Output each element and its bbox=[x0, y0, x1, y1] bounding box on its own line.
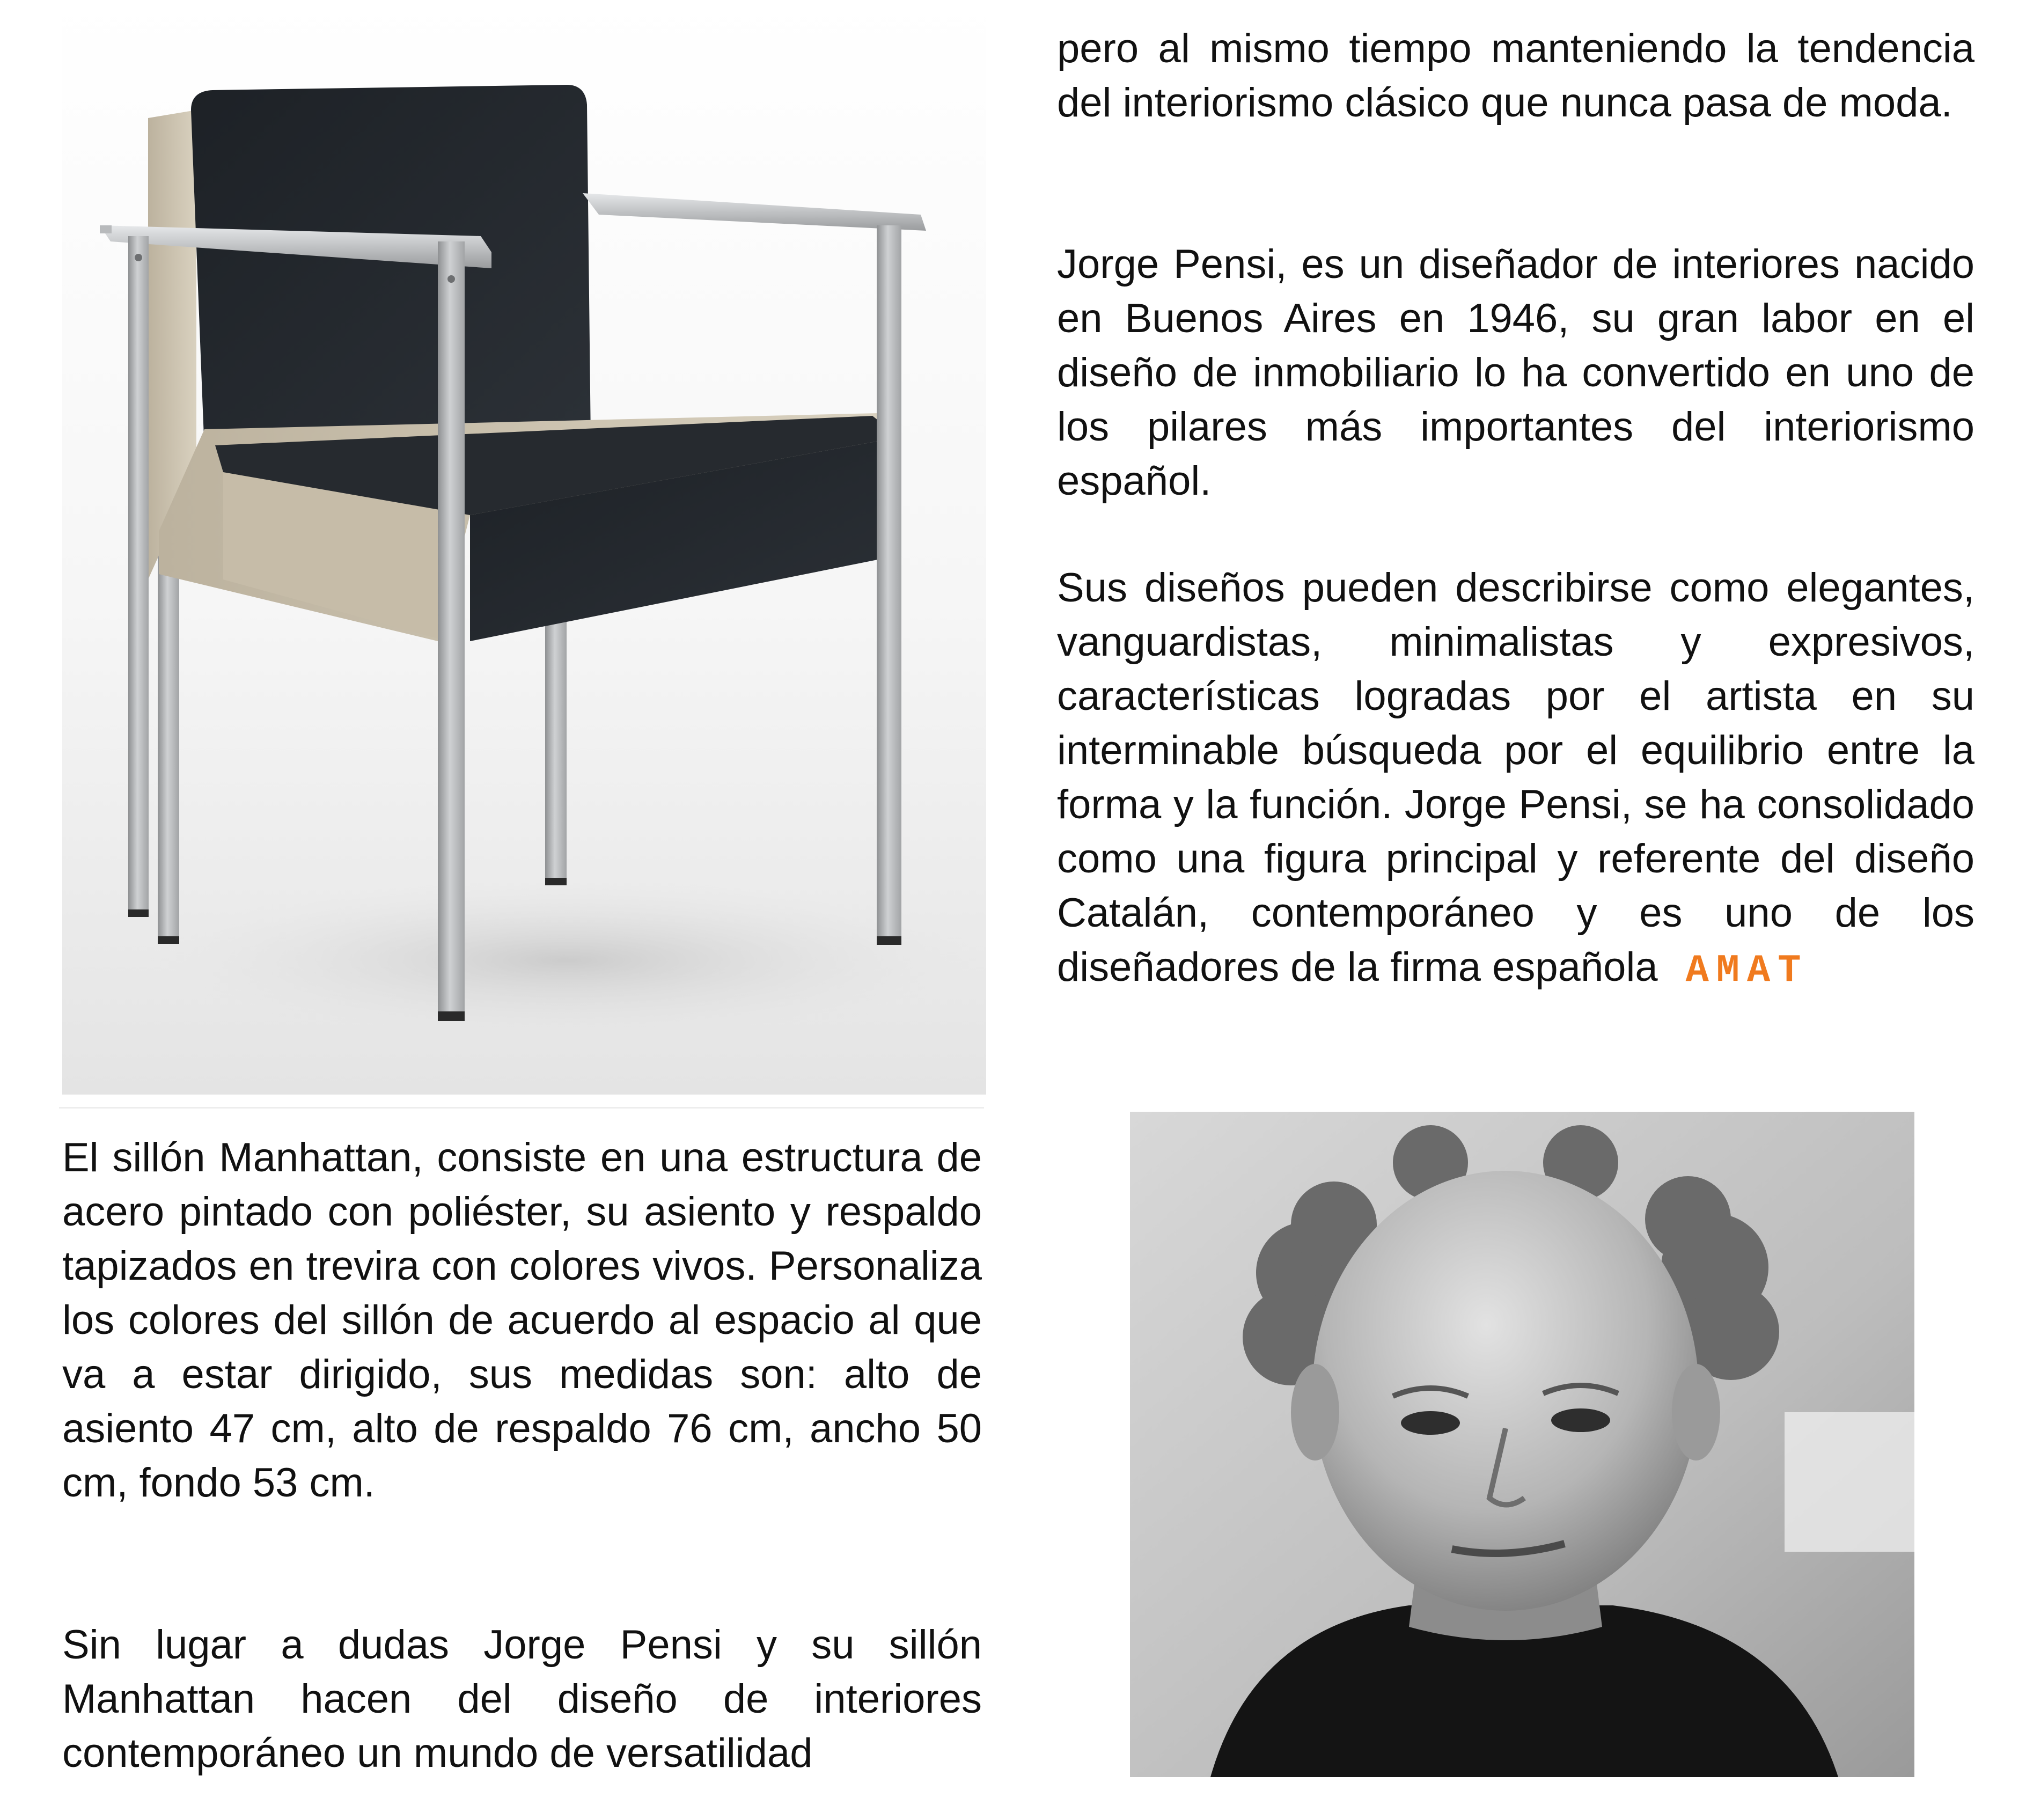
portrait-photo bbox=[1130, 1112, 1914, 1777]
chair-photo bbox=[62, 0, 986, 1095]
conclusion-paragraph: Sin lugar a dudas Jorge Pensi y su sillón Manhattan hacen del diseño de interiores contemporáneo un mundo de versatilidad bbox=[62, 1622, 982, 1776]
brand-name: AMAT bbox=[1685, 949, 1809, 993]
design-style-text: Sus diseños pueden describirse como elegantes, vanguardistas, minimalistas y expresivos, características logradas por el artista en su interminable búsqueda por el equilibrio entre la forma y la función. Jorge Pensi, se ha consolidado como una figura principal y referente del diseño Catalán, contemporáneo y es uno de los diseñadores de la firma española bbox=[1057, 565, 1974, 990]
chair-description-paragraph: El sillón Manhattan, consiste en una estructura de acero pintado con poliéster, su asiento y respaldo tapizados en trevira con colores vivos. Personaliza los colores del sillón de acuerdo al espacio al que va a estar dirigido, sus medidas son: alto de asiento 47 cm, alto de respaldo 76 cm, ancho 50 cm, fondo 53 cm. bbox=[62, 1135, 982, 1506]
design-style-paragraph bbox=[1057, 561, 1974, 998]
separator-line bbox=[59, 1107, 984, 1109]
designer-bio-paragraph: Jorge Pensi, es un diseñador de interiores nacido en Buenos Aires en 1946, su gran labor en el diseño de inmobiliario lo ha convertido en uno de los pilares más importantes del interiorismo español. bbox=[1057, 241, 1974, 504]
intro-continued-paragraph: pero al mismo tiempo manteniendo la tendencia del interiorismo clásico que nunca pasa de moda. bbox=[1057, 26, 1974, 126]
